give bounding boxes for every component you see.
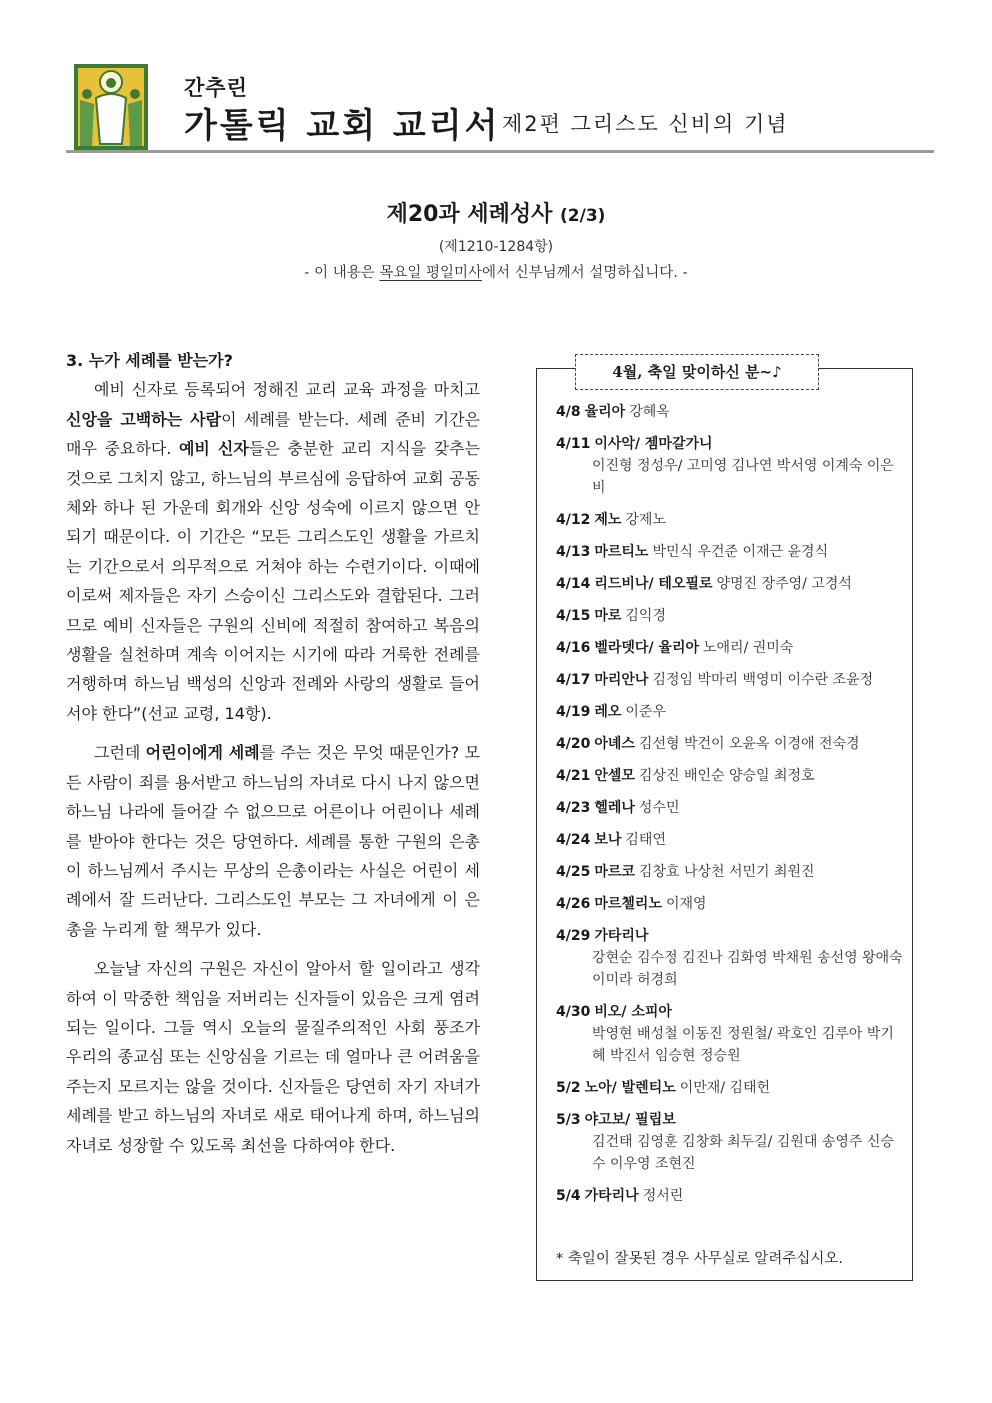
- main-text-column: [66, 346, 480, 1170]
- feast-saint: 비오/ 소피아: [594, 1004, 672, 1020]
- feast-entry: [556, 829, 906, 851]
- feast-entry: [556, 765, 906, 787]
- feast-entry: [556, 893, 906, 915]
- feast-people: 이재영: [665, 896, 707, 912]
- feast-date: 4/14: [556, 576, 591, 592]
- christ-with-people-logo: [74, 64, 148, 150]
- part-subtitle: 제2편 그리스도 신비의 기념: [502, 112, 789, 136]
- feast-date: 4/30: [556, 1004, 591, 1020]
- feast-people: 박영현 배성철 이동진 정원철/ 곽호인 김루아 박기혜 박진서 임승현 정승원: [592, 1026, 894, 1064]
- feast-people: 김창효 나상천 서민기 최원진: [638, 864, 815, 880]
- feast-entry: [556, 701, 906, 723]
- feast-people: 강현순 김수정 김진나 김화영 박채원 송선영 왕애숙 이미라 허경희: [592, 950, 903, 988]
- feast-saint: 노아/ 발렌티노: [584, 1080, 676, 1096]
- p1-text-c: 이 세례를 받는다. 세례 준비 기간은 매우 중요하다.: [66, 409, 480, 459]
- feast-people: 이준우: [625, 704, 666, 720]
- feast-saint: 가타리나: [584, 1188, 639, 1204]
- lesson-part: (2/3): [560, 206, 606, 226]
- feast-entry: [556, 925, 906, 991]
- feast-footnote: * 축일이 잘못된 경우 사무실로 알려주십시오.: [556, 1251, 844, 1267]
- feast-date: 4/17: [556, 672, 591, 688]
- feast-saint: 마로: [594, 608, 622, 624]
- feast-saint: 안셀모: [594, 768, 635, 784]
- feast-entry: [556, 401, 906, 423]
- feast-saint: 제노: [594, 512, 622, 528]
- feast-saint: 아녜스: [594, 736, 635, 752]
- page-header: [70, 62, 934, 154]
- feast-saint: 보나: [594, 832, 622, 848]
- feast-saint: 리드비나/ 테오필로: [594, 576, 713, 592]
- feast-people: 김선형 박건이 오윤옥 이경애 전숙경: [638, 736, 860, 752]
- lesson-title: [0, 197, 992, 228]
- feast-people: 노애리/ 권미숙: [703, 640, 794, 656]
- feast-entry: [556, 637, 906, 659]
- feast-saint: 야고보/ 필립보: [584, 1112, 676, 1128]
- feast-saint: 마르첼리노: [594, 896, 662, 912]
- feast-entry: [556, 541, 906, 563]
- feast-saint: 벨라뎃다/ 율리아: [594, 640, 699, 656]
- feast-date: 4/21: [556, 768, 591, 784]
- feast-saint: 마리안나: [594, 672, 649, 688]
- feast-people: 양명진 장주영/ 고경석: [716, 576, 852, 592]
- feast-date: 4/29: [556, 928, 591, 944]
- p1-text-e: 들은 충분한 교리 지식을 갖추는 것으로 그치지 않고, 하느님의 부르심에 응답하여 교회 공동체와 하나 된 가운데 회개와 신앙 성숙에 이르지 않으면 안 되기 때문이다. 이 기간은 “모든 그리스도인 생활을 가르치는 기간으로서 의무적으로 거쳐야 하는 수련기이다. 이때에 이로써 제자들은 자기 스승이신 그리스도와 결합된다. 그러므로 예비 신자들은 구원의 신비에 적절히 참여하고 복음의 생활을 실천하며 계속 이어지는 시기에 따라 거룩한 전례를 거행하며 하느님 백성의 신앙과 전례와 사랑의 생활로 들어서야 한다”(선교 교령, 14항).: [66, 439, 480, 723]
- catechism-title: 가톨릭 교회 교리서: [184, 106, 501, 146]
- feast-date: 4/8: [556, 404, 581, 420]
- feast-entry: [556, 1077, 906, 1099]
- feast-entry: [556, 573, 906, 595]
- feast-box-title: 4월, 축일 맞이하신 분~♪: [575, 354, 819, 390]
- feast-date: 5/2: [556, 1080, 581, 1096]
- feast-entry: [556, 669, 906, 691]
- feast-entry: [556, 797, 906, 819]
- p2-emphasis-b: 어린이에게 세례: [145, 743, 260, 763]
- feast-people: 이진형 정성우/ 고미영 김나연 박서영 이계숙 이은비: [592, 458, 894, 496]
- feast-date: 4/20: [556, 736, 591, 752]
- feast-people: 강혜옥: [629, 404, 670, 420]
- feast-saint: 율리아: [584, 404, 626, 420]
- header-divider: [66, 150, 934, 153]
- feast-list: [556, 401, 906, 1217]
- p1-text-a: 예비 신자로 등록되어 정해진 교리 교육 과정을 마치고: [94, 380, 480, 400]
- feast-people: 이만재/ 김태헌: [679, 1080, 771, 1096]
- feast-date: 4/11: [556, 436, 591, 452]
- feast-date: 4/16: [556, 640, 591, 656]
- feast-people: 김태연: [625, 832, 666, 848]
- feast-date: 4/26: [556, 896, 591, 912]
- feast-people: 성수민: [638, 800, 680, 816]
- notice-prefix: - 이 내용은: [304, 265, 380, 281]
- feast-entry: [556, 509, 906, 531]
- p1-emphasis-d: 예비 신자: [178, 439, 249, 459]
- feast-people: 김익경: [625, 608, 666, 624]
- feast-people: 김건태 김영훈 김창화 최두길/ 김원대 송영주 신승수 이우영 조현진: [592, 1134, 894, 1172]
- feast-date: 5/3: [556, 1112, 581, 1128]
- feast-people: 김정임 박마리 백영미 이수란 조윤정: [652, 672, 874, 688]
- feast-entry: [556, 1109, 906, 1175]
- feast-people: 김상진 배인순 양승일 최정호: [638, 768, 815, 784]
- feast-entry: [556, 861, 906, 883]
- feast-date: 4/24: [556, 832, 591, 848]
- lesson-title-text: 제20과 세례성사: [386, 202, 553, 227]
- feast-saint: 마르코: [594, 864, 635, 880]
- notice-underlined: 목요일 평일미사: [379, 265, 482, 281]
- feast-saint: 가타리나: [594, 928, 649, 944]
- p2-text-a: 그런데: [94, 743, 146, 763]
- feast-date: 5/4: [556, 1188, 581, 1204]
- feast-date: 4/15: [556, 608, 591, 624]
- feast-saint: 레오: [594, 704, 622, 720]
- paragraph-2: [66, 738, 480, 944]
- feast-date: 4/12: [556, 512, 591, 528]
- feast-saint: 이사악/ 젬마갈가니: [594, 436, 713, 452]
- feast-entry: [556, 733, 906, 755]
- feast-saint: 헬레나: [594, 800, 635, 816]
- feast-date: 4/25: [556, 864, 591, 880]
- feast-date: 4/23: [556, 800, 591, 816]
- p1-emphasis-b: 신앙을 고백하는 사람: [66, 409, 222, 429]
- feast-date: 4/19: [556, 704, 591, 720]
- feast-people: 정서린: [642, 1188, 684, 1204]
- notice-suffix: 에서 신부님께서 설명하십니다. -: [482, 265, 688, 281]
- section-heading: 3. 누가 세례를 받는가?: [66, 351, 233, 370]
- explanation-notice: [0, 261, 992, 282]
- paragraph-3: 오늘날 자신의 구원은 자신이 알아서 할 일이라고 생각하여 이 막중한 책임을 저버리는 신자들이 있음은 크게 염려되는 일이다. 그들 역시 오늘의 물질주의적인 사회 풍조가 우리의 종교심 또는 신앙심을 기르는 데 얼마나 큰 어려움을 주는지 모르지는 않을 것이다. 신자들은 당연히 자기 자녀가 세례를 받고 하느님의 자녀로 새로 태어나게 하며, 하느님의 자녀로 성장할 수 있도록 최선을 다하여야 한다.: [66, 959, 480, 1155]
- feast-entry: [556, 1185, 906, 1207]
- small-title: 간추린: [184, 76, 248, 100]
- paragraph-1: [66, 375, 480, 728]
- paragraph-reference: (제1210-1284항): [438, 239, 554, 255]
- feast-saint: 마르티노: [594, 544, 649, 560]
- feast-entry: [556, 605, 906, 627]
- feast-entry: [556, 433, 906, 499]
- feast-date: 4/13: [556, 544, 591, 560]
- feast-people: 박민식 우건준 이재근 윤경식: [652, 544, 829, 560]
- feast-people: 강제노: [625, 512, 666, 528]
- feast-entry: [556, 1001, 906, 1067]
- p2-text-c: 를 주는 것은 무엇 때문인가? 모든 사람이 죄를 용서받고 하느님의 자녀로 다시 나지 않으면 하느님 나라에 들어갈 수 없으므로 어른이나 어린이나 세례를 받아야 한다는 것은 당연하다. 세례를 통한 구원의 은총이 하느님께서 주시는 무상의 은총이라는 사실은 어린이 세례에서 잘 드러난다. 그리스도인 부모는 그 자녀에게 이 은총을 누리게 할 책무가 있다.: [66, 743, 480, 939]
